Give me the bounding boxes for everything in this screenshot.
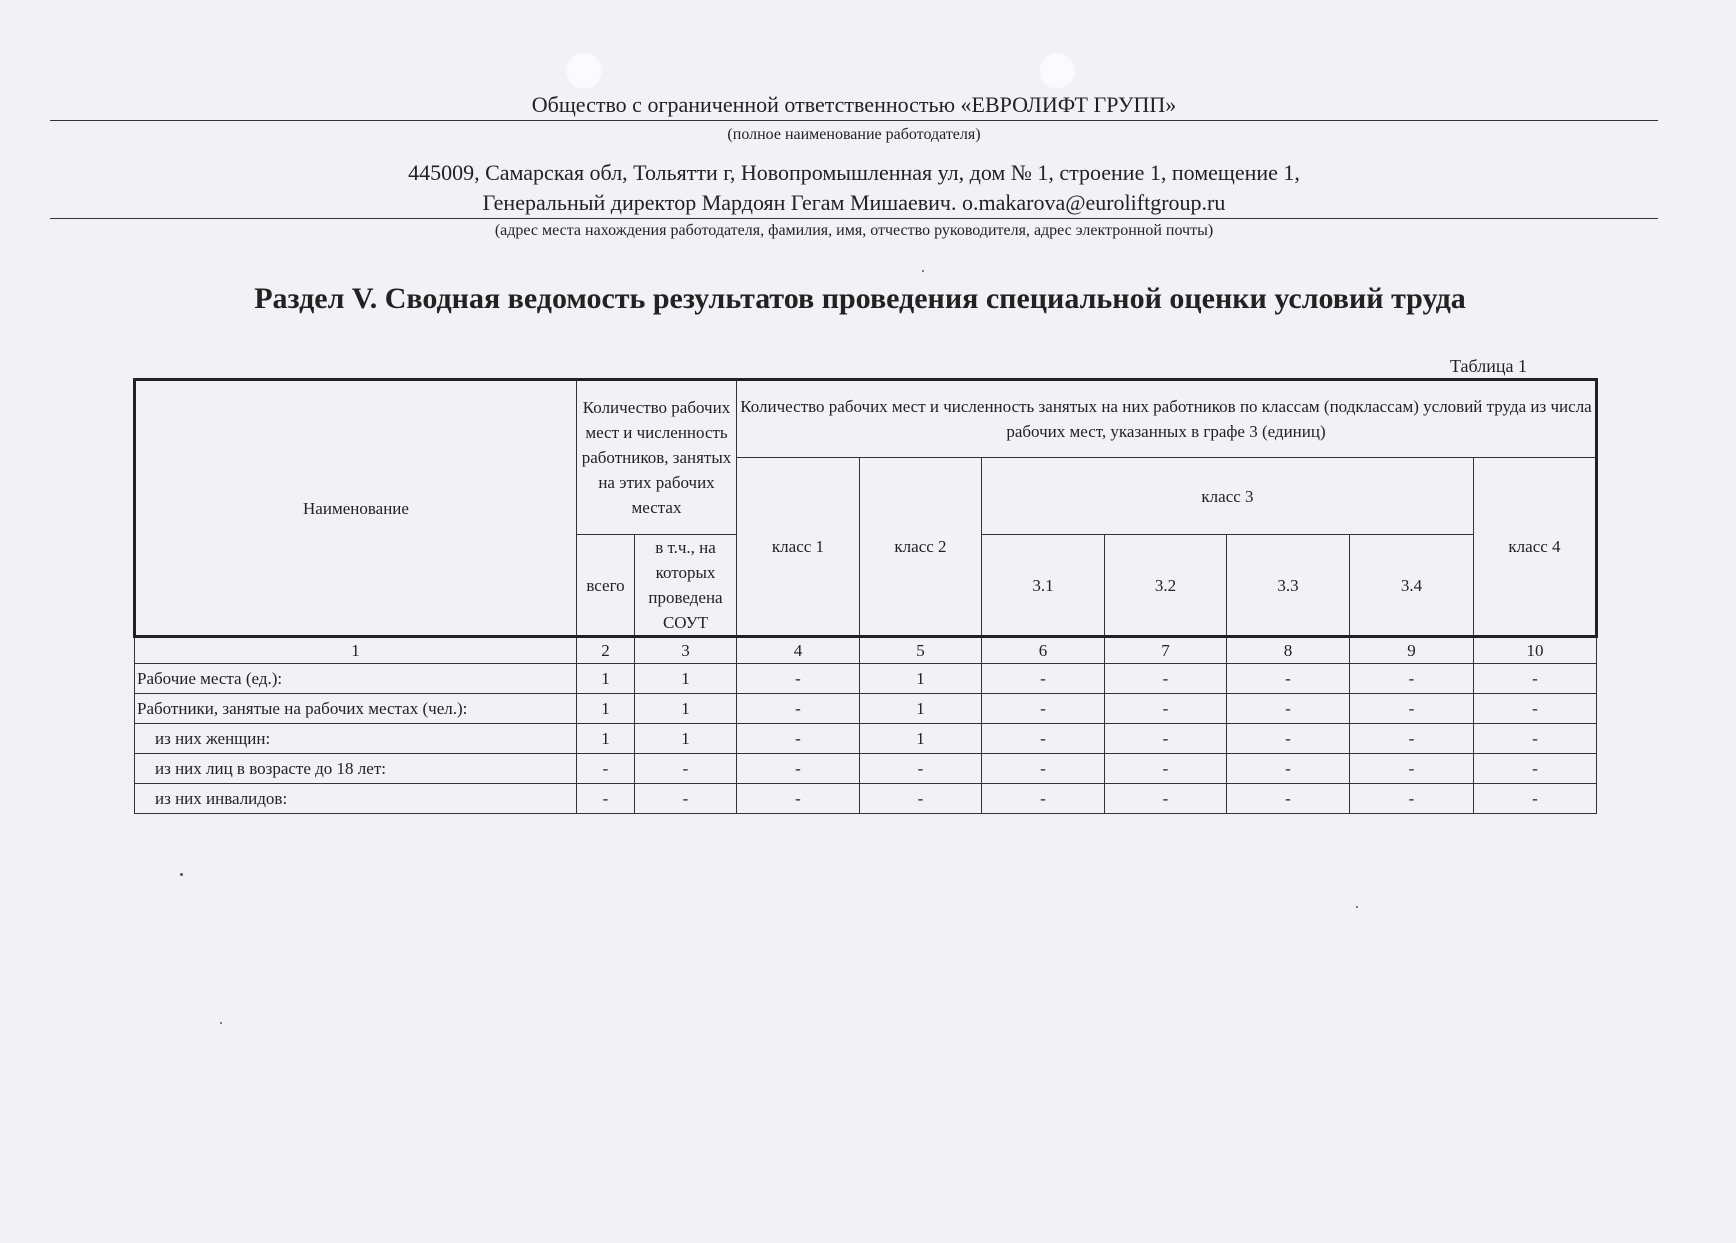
header-class-4: класс 4 [1474,458,1597,637]
table-row [135,694,1597,724]
row-value: - [1350,724,1474,754]
row-value: 1 [635,724,737,754]
column-number-row [135,637,1597,664]
row-value: - [982,754,1105,784]
address-line-1: 445009, Самарская обл, Тольятти г, Новопромышленная ул, дом № 1, строение 1, помещение 1, [408,160,1300,185]
row-value: - [1227,694,1350,724]
column-number: 1 [135,637,577,664]
scan-speck [922,270,924,272]
address-caption: (адрес места нахождения работодателя, фамилия, имя, отчество руководителя, адрес электронной почты) [494,222,1214,239]
row-label: Работники, занятые на рабочих местах (чел.): [135,694,577,724]
row-value: - [1227,754,1350,784]
row-value: 1 [860,694,982,724]
row-value: - [1227,664,1350,694]
header-count-group: Количество рабочих мест и численность работников, занятых на этих рабочих местах [577,380,737,535]
row-value: - [1105,784,1227,814]
scan-speck [220,1022,222,1024]
column-number: 5 [860,637,982,664]
row-value: 1 [860,664,982,694]
column-number: 4 [737,637,860,664]
scan-speck [1356,906,1358,908]
row-value: 1 [577,724,635,754]
header-classes-group: Количество рабочих мест и численность занятых на них работников по классам (подклассам) условий труда из числа рабочих мест, указанных в графе 3 (единиц) [737,380,1597,458]
row-value: 1 [577,694,635,724]
row-label: из них инвалидов: [135,784,577,814]
scan-speck [180,873,183,876]
row-value: - [737,784,860,814]
row-value: - [1105,664,1227,694]
row-value: - [1474,784,1597,814]
column-number: 10 [1474,637,1597,664]
row-value: - [1474,754,1597,784]
row-value: - [860,784,982,814]
row-value: - [860,754,982,784]
organization-name: Общество с ограниченной ответственностью «ЕВРОЛИФТ ГРУПП» [50,92,1658,121]
row-value: - [1105,754,1227,784]
row-value: - [1474,724,1597,754]
row-value: - [1105,694,1227,724]
row-value: - [737,664,860,694]
column-number: 6 [982,637,1105,664]
table-label: Таблица 1 [1450,356,1527,376]
header-class-1: класс 1 [737,458,860,637]
summary-table [133,378,1598,814]
row-value: 1 [577,664,635,694]
header-sub-3-1: 3.1 [982,535,1105,637]
row-value: - [1227,724,1350,754]
table-row [135,784,1597,814]
column-number: 8 [1227,637,1350,664]
table-row [135,664,1597,694]
row-value: - [1350,694,1474,724]
row-value: - [1474,664,1597,694]
header-class-3: класс 3 [982,458,1474,535]
row-value: - [737,694,860,724]
row-value: - [635,784,737,814]
row-value: - [982,694,1105,724]
column-number: 7 [1105,637,1227,664]
address-block [50,158,1658,219]
table-row [135,724,1597,754]
row-value: - [1474,694,1597,724]
punch-hole-right [1038,52,1076,90]
address-line-2: Генеральный директор Мардоян Гегам Мишаевич. o.makarova@euroliftgroup.ru [482,190,1226,215]
row-value: - [577,784,635,814]
header-sub-3-3: 3.3 [1227,535,1350,637]
organization-caption: (полное наименование работодателя) [727,126,981,143]
row-value: - [982,724,1105,754]
row-value: - [635,754,737,784]
header-name: Наименование [135,380,577,637]
row-value: 1 [635,664,737,694]
row-label: Рабочие места (ед.): [135,664,577,694]
row-value: - [1350,754,1474,784]
column-number: 2 [577,637,635,664]
row-value: - [577,754,635,784]
row-value: - [737,754,860,784]
punch-hole-left [565,52,603,90]
row-label: из них женщин: [135,724,577,754]
row-label: из них лиц в возрасте до 18 лет: [135,754,577,784]
row-value: - [982,784,1105,814]
header-total: всего [577,535,635,637]
row-value: - [1227,784,1350,814]
row-value: - [982,664,1105,694]
row-value: - [1105,724,1227,754]
header-class-2: класс 2 [860,458,982,637]
table-row [135,754,1597,784]
row-value: - [1350,664,1474,694]
column-number: 3 [635,637,737,664]
header-sub-3-4: 3.4 [1350,535,1474,637]
row-value: 1 [635,694,737,724]
header-sub-3-2: 3.2 [1105,535,1227,637]
header-sout: в т.ч., на которых проведена СОУТ [635,535,737,637]
section-title: Раздел V. Сводная ведомость результатов проведения специальной оценки условий труда [254,282,1466,315]
row-value: - [737,724,860,754]
column-number: 9 [1350,637,1474,664]
row-value: - [1350,784,1474,814]
row-value: 1 [860,724,982,754]
